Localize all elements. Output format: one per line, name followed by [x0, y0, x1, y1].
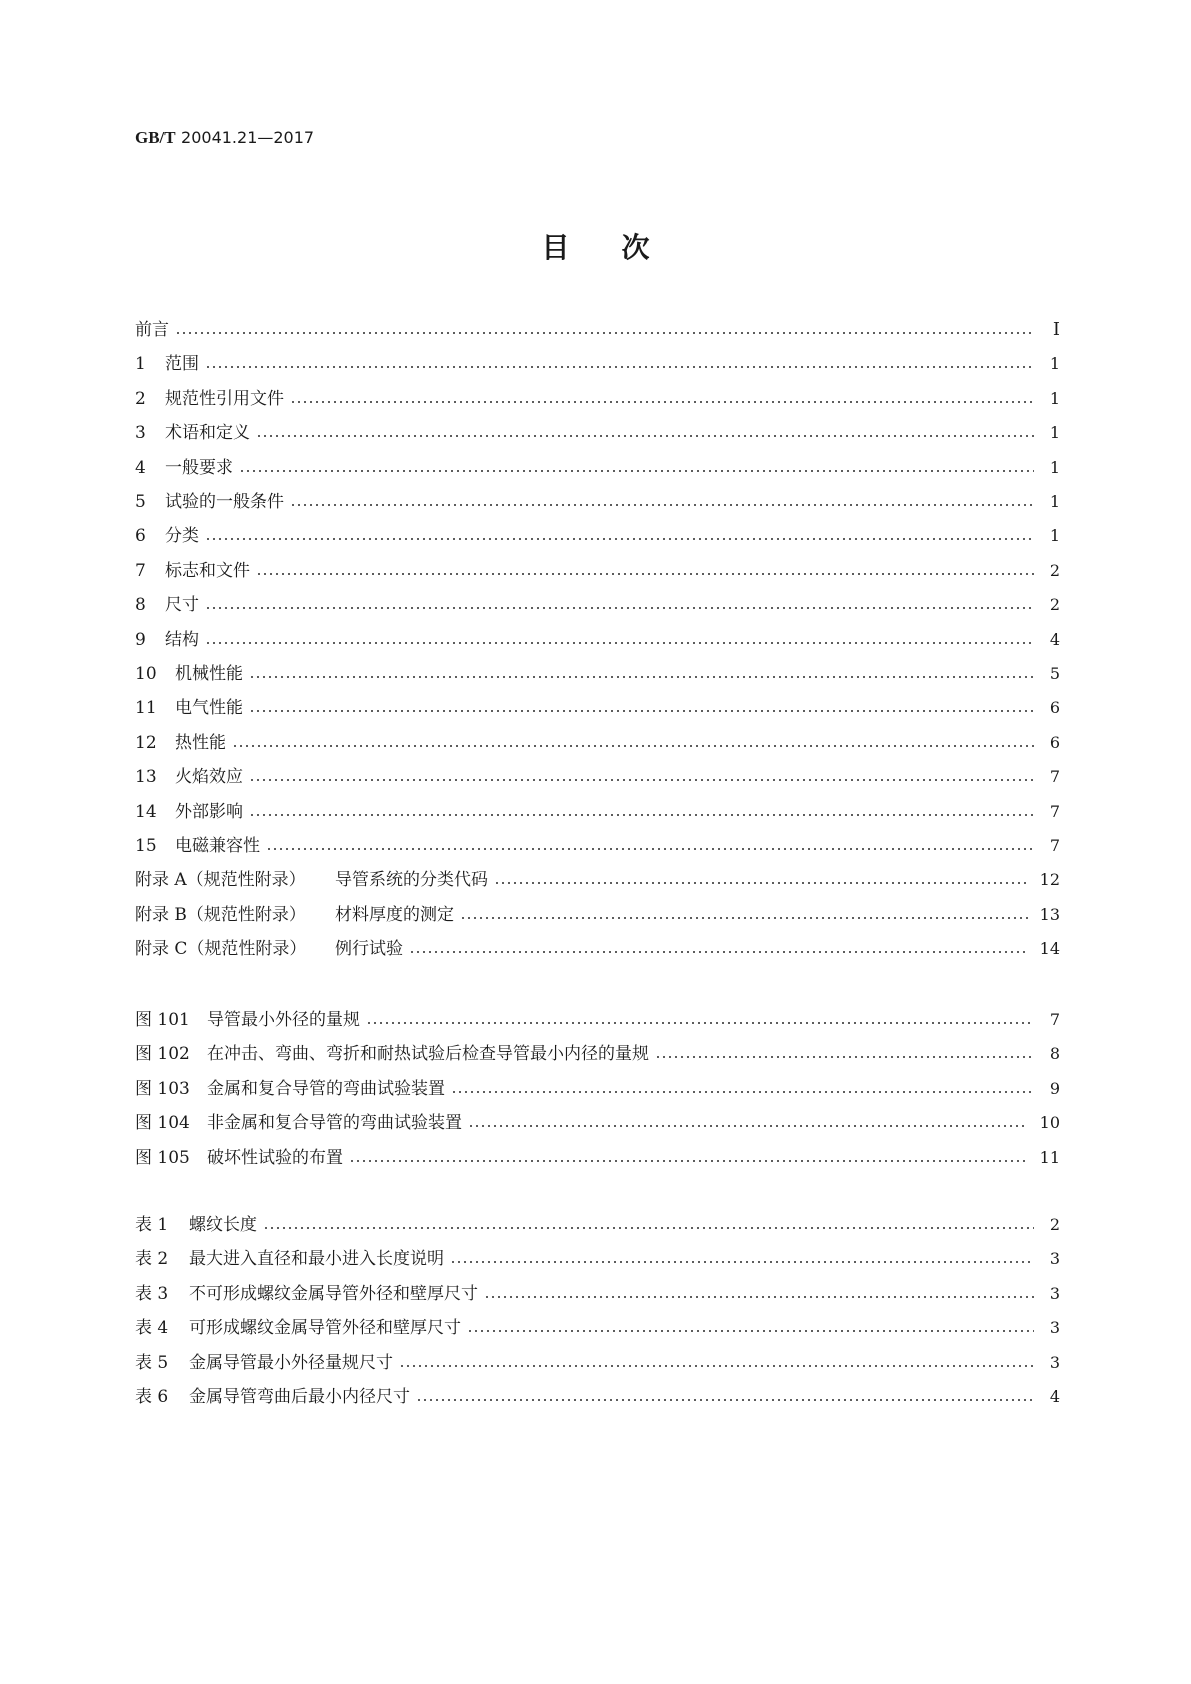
- figure-entry[interactable]: [135, 1002, 1060, 1038]
- toc-entry[interactable]: [135, 622, 1060, 658]
- standard-number: 20041.21—2017: [181, 128, 315, 147]
- toc-entry-label: 术语和定义: [165, 423, 250, 444]
- figure-entry-label: 破坏性试验的布置: [207, 1147, 343, 1168]
- figure-entry-number: 图 105: [135, 1147, 190, 1168]
- toc-entry-label: 电气性能: [175, 698, 243, 719]
- toc-entry-number: 3: [135, 423, 146, 444]
- toc-entry[interactable]: [135, 484, 1060, 520]
- toc-entry-label: 试验的一般条件: [165, 492, 284, 512]
- toc-entry-page-number: 7: [1049, 767, 1060, 787]
- dot-leader: [460, 917, 1028, 919]
- toc-entry[interactable]: [135, 931, 1060, 967]
- figure-entry-page-number: 11: [1039, 1147, 1060, 1167]
- dot-leader: [205, 642, 1034, 644]
- toc-entry[interactable]: [135, 656, 1060, 692]
- dot-leader: [249, 814, 1034, 816]
- figure-entry-label: 金属和复合导管的弯曲试验装置: [207, 1078, 445, 1099]
- toc-entry[interactable]: [135, 415, 1060, 451]
- dot-leader: [484, 1296, 1034, 1298]
- toc-entry-page-number: 2: [1049, 560, 1060, 580]
- toc-entry-label: 规范性引用文件: [165, 388, 284, 409]
- toc-entry-label: 例行试验: [335, 939, 403, 960]
- table-entry[interactable]: [135, 1276, 1060, 1312]
- dot-leader: [232, 745, 1034, 747]
- dot-leader: [263, 1227, 1034, 1229]
- toc-entry-number: 13: [135, 767, 157, 788]
- toc-entry-page-number: 7: [1049, 836, 1060, 855]
- toc-entry[interactable]: [135, 725, 1060, 761]
- table-entry-label: 金属导管弯曲后最小内径尺寸: [189, 1387, 410, 1407]
- dot-leader: [366, 1022, 1034, 1024]
- dot-leader: [239, 470, 1034, 472]
- table-entry-label: 螺纹长度: [189, 1215, 257, 1235]
- toc-entry-label: 电磁兼容性: [175, 836, 260, 856]
- dot-leader: [409, 951, 1028, 953]
- toc-entry-number: 7: [135, 560, 146, 581]
- toc-entry-page-number: 14: [1039, 939, 1060, 959]
- dot-leader: [256, 573, 1034, 575]
- dot-leader: [290, 504, 1034, 506]
- toc-entry[interactable]: [135, 346, 1060, 382]
- table-entry-number: 表 1: [135, 1215, 169, 1235]
- toc-entry-number: 5: [135, 492, 146, 512]
- figure-entry[interactable]: [135, 1071, 1060, 1107]
- table-entry-number: 表 5: [135, 1352, 169, 1373]
- toc-entry-number: 9: [135, 629, 146, 650]
- toc-entry-number: 附录 B（规范性附录）: [135, 904, 306, 925]
- table-entry[interactable]: [135, 1379, 1060, 1415]
- figure-entry[interactable]: [135, 1140, 1060, 1176]
- toc-entry-page-number: 1: [1049, 388, 1060, 408]
- dot-leader: [205, 366, 1034, 368]
- figure-entry-number: 图 104: [135, 1113, 190, 1134]
- table-entry-number: 表 3: [135, 1283, 169, 1304]
- toc-entry[interactable]: [135, 828, 1060, 864]
- toc-entry[interactable]: [135, 312, 1060, 348]
- toc-entry-page-number: 1: [1049, 492, 1060, 511]
- toc-entry[interactable]: [135, 450, 1060, 486]
- toc-entry[interactable]: [135, 518, 1060, 554]
- dot-leader: [290, 401, 1034, 403]
- toc-entry-number: 12: [135, 732, 157, 753]
- dot-leader: [468, 1125, 1028, 1127]
- dot-leader: [450, 1261, 1034, 1263]
- toc-entry-page-number: 6: [1049, 732, 1060, 752]
- toc-entry-page-number: 2: [1049, 595, 1060, 615]
- figure-entry-label: 导管最小外径的量规: [207, 1010, 360, 1030]
- dot-leader: [256, 435, 1034, 437]
- table-entry-label: 金属导管最小外径量规尺寸: [189, 1352, 393, 1373]
- toc-entry-page-number: Ⅰ: [1052, 319, 1060, 340]
- document-header: [135, 128, 314, 148]
- figure-entry-page-number: 10: [1039, 1113, 1060, 1133]
- toc-entry-number: 4: [135, 457, 146, 478]
- figure-entry-number: 图 101: [135, 1010, 190, 1030]
- dot-leader: [349, 1160, 1028, 1162]
- toc-entry-label: 材料厚度的测定: [335, 904, 454, 925]
- dot-leader: [451, 1091, 1034, 1093]
- dot-leader: [467, 1330, 1034, 1332]
- toc-entry-number: 附录 A（规范性附录）: [135, 870, 306, 891]
- dot-leader: [205, 538, 1034, 540]
- toc-entry-page-number: 12: [1039, 870, 1060, 890]
- table-entry-label: 可形成螺纹金属导管外径和壁厚尺寸: [189, 1318, 461, 1339]
- toc-entry[interactable]: [135, 897, 1060, 933]
- toc-entry-label: 尺寸: [165, 595, 199, 616]
- table-entry-page-number: 4: [1049, 1387, 1060, 1406]
- table-entry-number: 表 4: [135, 1318, 169, 1339]
- figure-entry-label: 在冲击、弯曲、弯折和耐热试验后检查导管最小内径的量规: [207, 1044, 649, 1065]
- table-entry-page-number: 3: [1049, 1249, 1060, 1269]
- figure-entry-number: 图 103: [135, 1078, 190, 1099]
- dot-leader: [416, 1399, 1034, 1401]
- dot-leader: [205, 607, 1034, 609]
- toc-entry-number: 6: [135, 526, 146, 547]
- dot-leader: [655, 1056, 1034, 1058]
- table-entry[interactable]: [135, 1345, 1060, 1381]
- toc-entry-label: 结构: [165, 629, 199, 650]
- dot-leader: [249, 710, 1034, 712]
- toc-entry-number: 2: [135, 388, 146, 409]
- toc-entry[interactable]: [135, 759, 1060, 795]
- figure-entry-page-number: 9: [1049, 1078, 1060, 1098]
- dot-leader: [175, 332, 1034, 334]
- toc-entry[interactable]: [135, 690, 1060, 726]
- toc-entry-page-number: 6: [1049, 698, 1060, 718]
- toc-entry-page-number: 5: [1049, 664, 1060, 683]
- figure-entry-page-number: 8: [1049, 1044, 1060, 1064]
- toc-entry-number: 15: [135, 836, 157, 856]
- toc-title: 目次: [541, 231, 702, 264]
- figure-entry[interactable]: [135, 1105, 1060, 1141]
- table-entry[interactable]: [135, 1310, 1060, 1346]
- figure-entry[interactable]: [135, 1036, 1060, 1072]
- table-entry-page-number: 2: [1049, 1215, 1060, 1234]
- toc-entry-label: 范围: [165, 354, 199, 375]
- toc-entry-number: 11: [135, 698, 157, 719]
- dot-leader: [494, 882, 1028, 884]
- table-entry-label: 最大进入直径和最小进入长度说明: [189, 1249, 444, 1270]
- toc-entry-page-number: 1: [1049, 457, 1060, 477]
- table-entry[interactable]: [135, 1207, 1060, 1243]
- toc-entry-label: 标志和文件: [165, 560, 250, 581]
- table-entry-page-number: 3: [1049, 1318, 1060, 1338]
- toc-entry-page-number: 7: [1049, 801, 1060, 821]
- dot-leader: [266, 848, 1034, 850]
- toc-entry-label: 机械性能: [175, 664, 243, 684]
- figure-entry-page-number: 7: [1049, 1010, 1060, 1029]
- toc-entry-number: 8: [135, 595, 146, 616]
- table-entry[interactable]: [135, 1241, 1060, 1277]
- toc-entry[interactable]: [135, 587, 1060, 623]
- figure-entry-label: 非金属和复合导管的弯曲试验装置: [207, 1113, 462, 1134]
- table-entry-label: 不可形成螺纹金属导管外径和壁厚尺寸: [189, 1283, 478, 1304]
- toc-entry-number: 附录 C（规范性附录）: [135, 939, 307, 960]
- toc-entry-label: 导管系统的分类代码: [335, 870, 488, 891]
- figure-entry-number: 图 102: [135, 1044, 190, 1065]
- standard-prefix: GB/T: [135, 128, 176, 147]
- toc-entry-label: 热性能: [175, 732, 226, 753]
- dot-leader: [249, 676, 1034, 678]
- toc-entry[interactable]: [135, 862, 1060, 898]
- toc-entry-number: 10: [135, 664, 157, 684]
- toc-entry-page-number: 4: [1049, 629, 1060, 649]
- toc-entry-page-number: 1: [1049, 423, 1060, 443]
- toc-entry-number: 1: [135, 354, 146, 375]
- toc-entry[interactable]: [135, 381, 1060, 417]
- toc-entry[interactable]: [135, 794, 1060, 830]
- dot-leader: [249, 779, 1034, 781]
- toc-entry-number: 14: [135, 801, 157, 822]
- toc-entry-label: 前言: [135, 320, 169, 340]
- table-entry-page-number: 3: [1049, 1283, 1060, 1303]
- toc-entry[interactable]: [135, 553, 1060, 589]
- table-entry-page-number: 3: [1049, 1352, 1060, 1372]
- toc-entry-page-number: 1: [1049, 354, 1060, 374]
- toc-entry-label: 外部影响: [175, 801, 243, 822]
- table-entry-number: 表 6: [135, 1387, 169, 1407]
- toc-entry-label: 分类: [165, 526, 199, 547]
- table-entry-number: 表 2: [135, 1249, 169, 1270]
- toc-entry-label: 火焰效应: [175, 767, 243, 788]
- toc-entry-label: 一般要求: [165, 457, 233, 478]
- toc-entry-page-number: 13: [1039, 904, 1060, 924]
- dot-leader: [399, 1365, 1034, 1367]
- toc-entry-page-number: 1: [1049, 526, 1060, 546]
